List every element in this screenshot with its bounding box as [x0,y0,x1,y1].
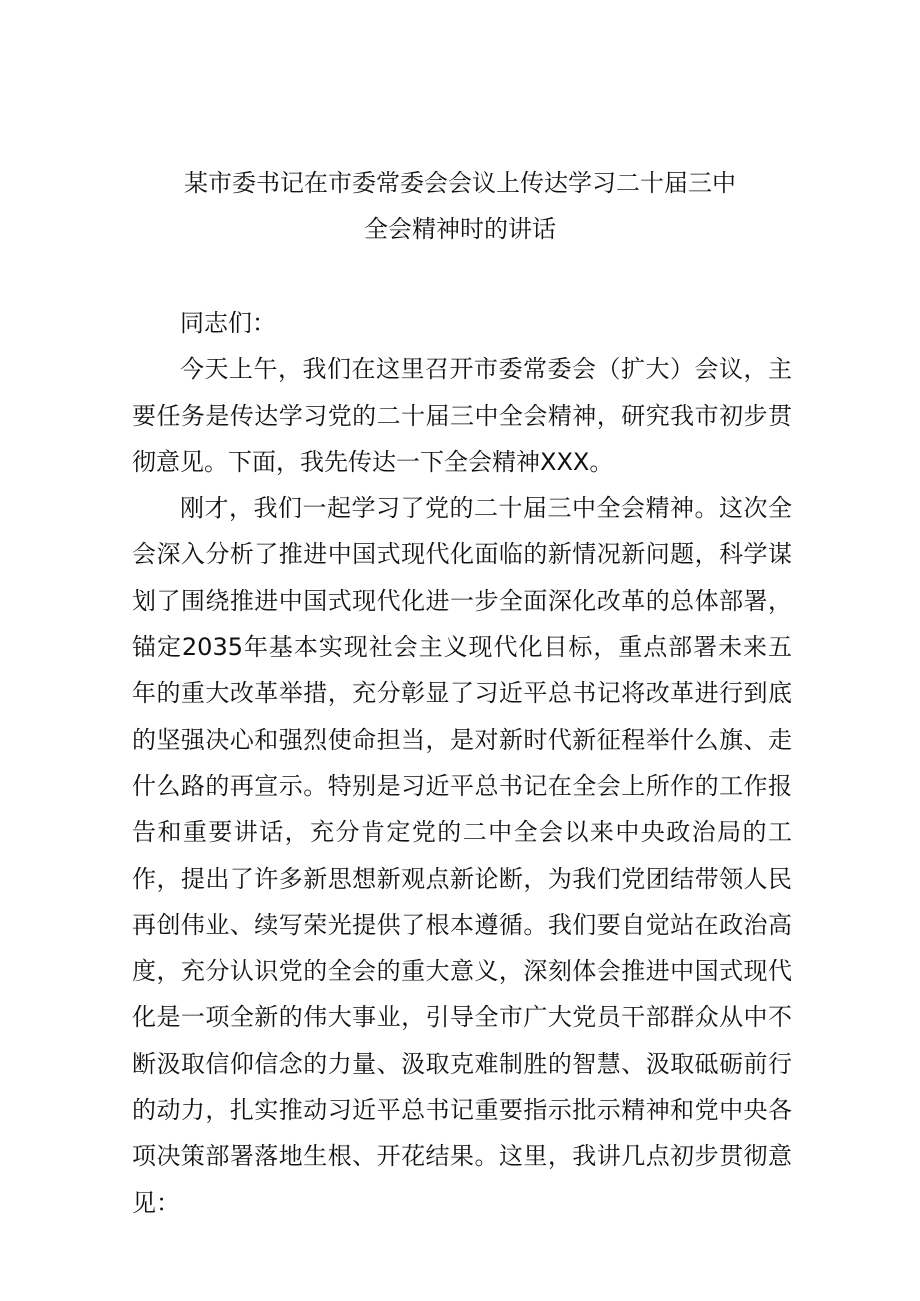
document-title-line-1: 某市委书记在市委常委会会议上传达学习二十届三中 [184,169,736,197]
paragraph-2: 刚才，我们一起学习了党的二十届三中全会精神。这次全会深入分析了推进中国式现代化面临的新情况新问题，科学谋划了围绕推进中国式现代化进一步全面深化改革的总体部署，锚定2035年基本实现社会主义现代化目标，重点部署未来五年的重大改革举措，充分彰显了习近平总书记将改革进行到底的坚强决心和强烈使命担当，是对新时代新征程举什么旗、走什么路的再宣示。特别是习近平总书记在全会上所作的工作报告和重要讲话，充分肯定党的二中全会以来中央政治局的工作，提出了许多新思想新观点新论断，为我们党团结带领人民再创伟业、续写荣光提供了根本遵循。我们要自觉站在政治高度，充分认识党的全会的重大意义，深刻体会推进中国式现代化是一项全新的伟大事业，引导全市广大党员干部群众从中不断汲取信仰信念的力量、汲取克难制胜的智慧、汲取砥砺前行的动力，扎实推动习近平总书记重要指示批示精神和党中央各项决策部署落地生根、开花结果。这里，我讲几点初步贯彻意见： [132,494,792,1217]
paragraph-1: 今天上午，我们在这里召开市委常委会（扩大）会议，主要任务是传达学习党的二十届三中全会精神，研究我市初步贯彻意见。下面，我先传达一下全会精神XXX。 [132,355,792,476]
greeting: 同志们： [180,309,276,337]
document-body [132,300,792,1226]
document-title-line-2: 全会精神时的讲话 [364,215,556,243]
